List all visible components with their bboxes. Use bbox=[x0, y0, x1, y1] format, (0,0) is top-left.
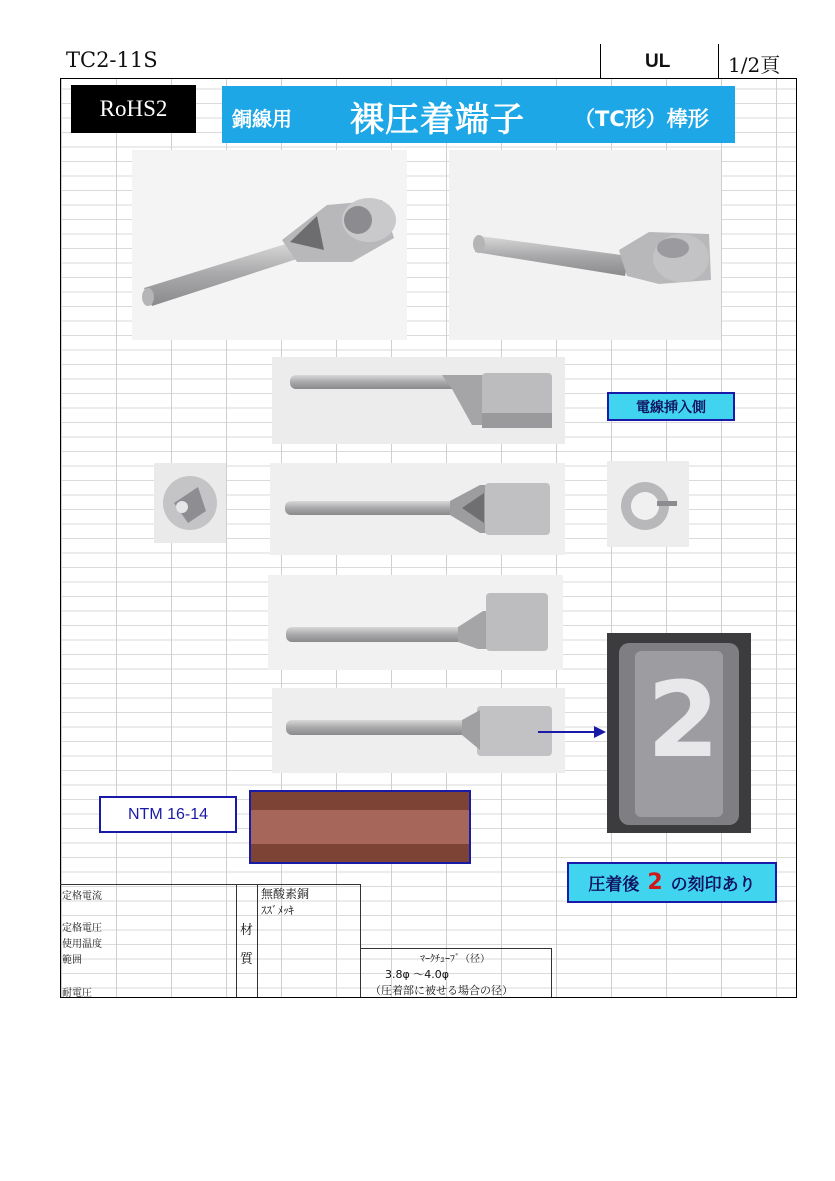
wire-insert-side-label bbox=[607, 392, 735, 421]
terminal-photo-side-3 bbox=[268, 575, 563, 670]
table-line bbox=[360, 884, 361, 998]
table-line bbox=[236, 884, 237, 998]
terminal-image bbox=[270, 463, 565, 555]
spec-rated-current: 定格電流 bbox=[62, 891, 102, 902]
spec-withstand-voltage: 耐電圧 bbox=[62, 988, 92, 999]
header-divider bbox=[600, 44, 601, 78]
terminal-photo-side-1 bbox=[272, 357, 565, 444]
terminal-image bbox=[268, 575, 563, 670]
crimp-note-after: の刻印あり bbox=[670, 875, 756, 895]
spec-material-label-2: 質 bbox=[240, 952, 254, 967]
title-bar bbox=[222, 86, 735, 143]
terminal-image bbox=[449, 150, 721, 340]
crimp-note-before: 圧着後 bbox=[588, 875, 640, 895]
header-divider bbox=[718, 44, 719, 78]
rohs-badge bbox=[71, 85, 196, 133]
spec-temp-range-2: 範囲 bbox=[62, 955, 82, 966]
spec-table bbox=[60, 884, 560, 998]
wire-insert-side-text: 電線挿入側 bbox=[636, 399, 706, 416]
crimp-note-label bbox=[567, 862, 777, 903]
terminal-photo-angled-left bbox=[132, 150, 407, 340]
title-prefix: 銅線用 bbox=[232, 107, 292, 131]
arrow-icon bbox=[538, 724, 608, 740]
spec-tube-value: 3.8φ ～4.0φ bbox=[385, 968, 449, 981]
terminal-image bbox=[154, 463, 226, 543]
table-line bbox=[60, 884, 360, 885]
terminal-image bbox=[132, 150, 407, 340]
terminal-photo-side-4 bbox=[272, 688, 565, 773]
marking-closeup-photo bbox=[249, 790, 471, 864]
model-number: TC2-11S bbox=[66, 48, 158, 72]
terminal-photo-side-2 bbox=[270, 463, 565, 555]
spec-tube-note: （圧着部に被せる場合の径） bbox=[370, 984, 513, 997]
terminal-end-view-barrel bbox=[607, 461, 689, 547]
page-indicator: 1/2頁 bbox=[728, 53, 781, 77]
terminal-end-view-pin bbox=[154, 463, 226, 543]
spec-tube-header: ﾏｰｸﾁｭｰﾌﾞ（径） bbox=[420, 954, 490, 965]
table-line bbox=[360, 948, 551, 949]
title-suffix: （TC形）棒形 bbox=[574, 107, 709, 131]
spec-rated-voltage: 定格電圧 bbox=[62, 923, 102, 934]
crimp-note-number: 2 bbox=[647, 870, 663, 895]
terminal-image bbox=[607, 461, 689, 547]
spec-material-1: 無酸素銅 bbox=[261, 887, 310, 901]
table-line bbox=[257, 884, 258, 998]
cert-ul: UL bbox=[645, 51, 671, 72]
table-line bbox=[551, 948, 552, 998]
marking-text: NTM 16-14 bbox=[127, 805, 209, 823]
crimp-closeup-photo bbox=[607, 633, 751, 833]
spec-material-label-1: 材 bbox=[240, 923, 254, 938]
terminal-image bbox=[251, 792, 469, 862]
page-title: 裸圧着端子 bbox=[350, 100, 525, 140]
header-row bbox=[60, 44, 797, 79]
spec-material-2: ｽｽﾞﾒｯｷ bbox=[261, 904, 294, 917]
crimp-number: 2 bbox=[647, 659, 720, 781]
terminal-image bbox=[272, 357, 565, 444]
spec-temp-range-1: 使用温度 bbox=[62, 939, 102, 950]
terminal-image bbox=[272, 688, 565, 773]
rohs-label: RoHS2 bbox=[99, 96, 168, 121]
terminal-photo-angled-right bbox=[449, 150, 721, 340]
marking-label bbox=[99, 796, 237, 833]
